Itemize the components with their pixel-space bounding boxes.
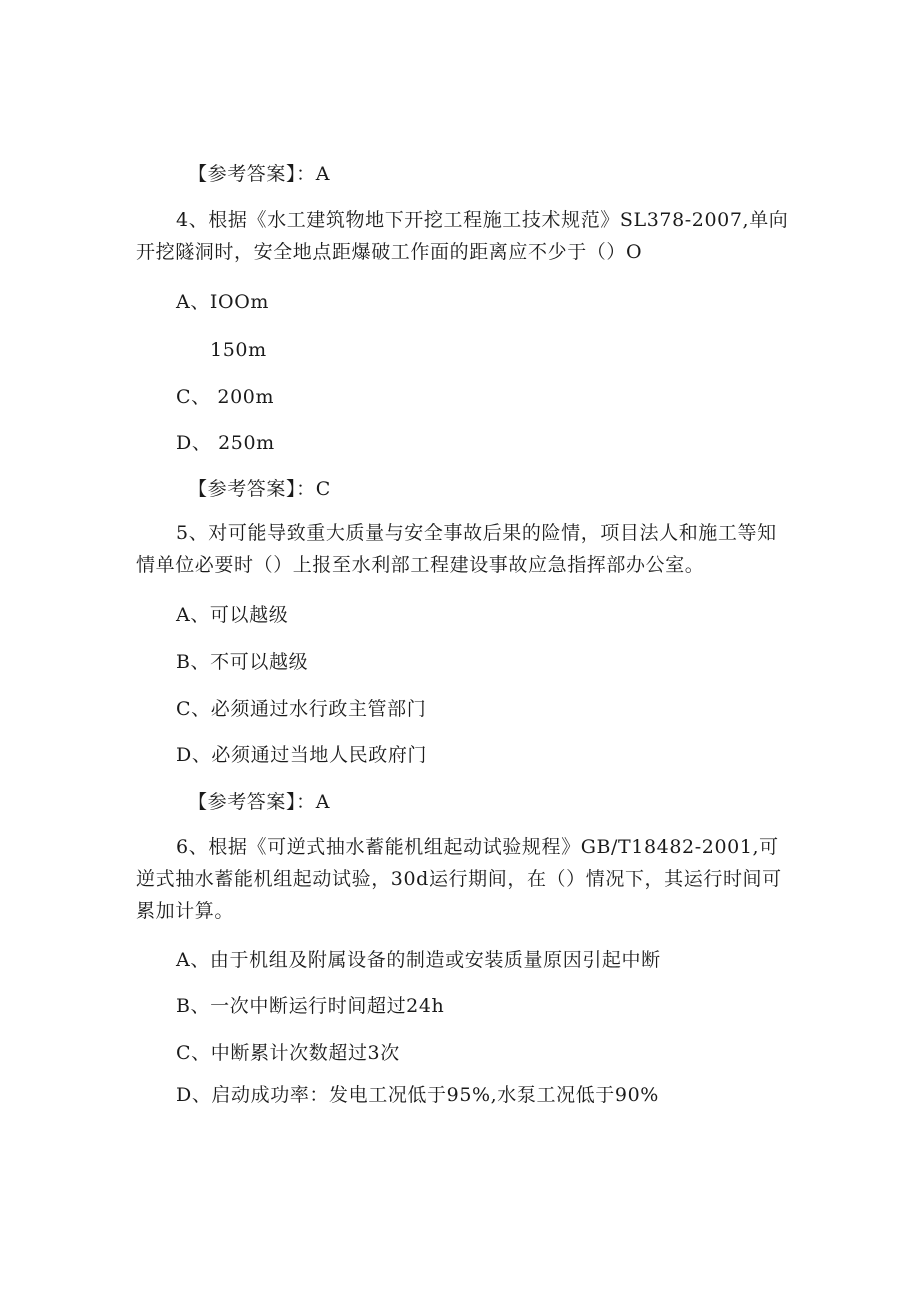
answer-line: 【参考答案】：A [188, 163, 331, 185]
q5-option-b: B、不可以越级 [176, 651, 309, 673]
q5-option-a: A、可以越级 [176, 604, 289, 626]
q5-option-c: C、必须通过水行政主管部门 [176, 698, 427, 720]
q4-option-b: 150m [210, 339, 267, 361]
question-5 [136, 517, 796, 581]
q4-option-a: A、IOOm [176, 291, 269, 313]
q6-option-a: A、由于机组及附属设备的制造或安装质量原因引起中断 [176, 949, 661, 971]
q5-answer: 【参考答案】：A [188, 791, 331, 813]
q6-option-c: C、中断累计次数超过3次 [176, 1042, 400, 1064]
q4-option-c: C、 200m [176, 386, 275, 408]
question-6-text: 6、根据《可逆式抽水蓄能机组起动试验规程》GB/T18482-2001,可逆式抽水蓄能机组起动试验，30d运行期间，在（）情况下，其运行时间可累加计算。 [136, 836, 782, 922]
q6-option-d: D、启动成功率：发电工况低于95%,水泵工况低于90% [176, 1084, 659, 1106]
q6-option-b: B、一次中断运行时间超过24h [176, 995, 445, 1017]
question-5-text: 5、对可能导致重大质量与安全事故后果的险情，项目法人和施工等知情单位必要时（）上报至水利部工程建设事故应急指挥部办公室。 [136, 522, 777, 576]
question-4 [136, 204, 796, 268]
q4-option-d: D、 250m [176, 432, 275, 454]
q5-option-d: D、必须通过当地人民政府门 [176, 744, 428, 766]
q4-answer: 【参考答案】：C [188, 478, 331, 500]
question-4-text: 4、根据《水工建筑物地下开挖工程施工技术规范》SL378-2007,单向开挖隧洞时，安全地点距爆破工作面的距离应不少于（）O [136, 209, 789, 263]
question-6 [136, 831, 796, 927]
